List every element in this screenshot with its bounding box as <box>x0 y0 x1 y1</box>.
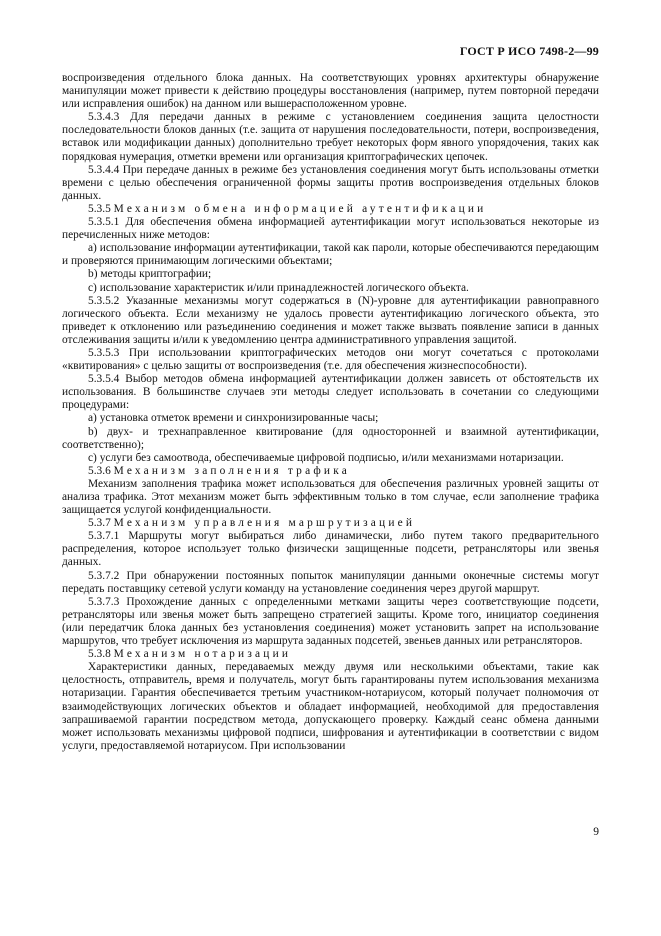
list-item: а) установка отметок времени и синхронизированные часы; <box>88 412 379 425</box>
list-item: а) использование информации аутентификации, такой как пароли, которые обеспечиваются передающим и проверяются принимающим логическими объектами; <box>62 242 599 268</box>
paragraph: Механизм заполнения трафика может использоваться для обеспечения различных уровней защиты от анализа трафика. Этот механизм может быть эффективным только в том случае, если заполнение трафика защищается услугой конфиденциальности. <box>62 477 599 517</box>
section-heading <box>62 517 599 530</box>
paragraph: воспроизведения отдельного блока данных. На соответствующих уровнях архитектуры обнаружение манипуляции может привести к действию процедуры восстановления (например, путем повторной передачи или исправления ошибок) на данном или вышерасположенном уровне. <box>62 72 599 111</box>
section-title: Механизм управления маршрутизацией <box>113 517 416 530</box>
section-title: Механизм обмена информацией аутентификации <box>113 202 487 215</box>
section-heading <box>62 648 599 661</box>
section-heading <box>62 465 599 478</box>
section-number: 5.3.7 <box>88 517 111 530</box>
paragraph: 5.3.7.2 При обнаружении постоянных попыток манипуляции данными оконечные системы могут передать поставщику сетевой услуги команду на установление соединения через другой маршрут. <box>62 569 599 595</box>
paragraph: 5.3.4.3 Для передачи данных в режиме с установлением соединения защита целостности последовательности блоков данных (т.е. защита от нарушения последовательности, потери, воспроизведения, вставок или модификации данных) дополнительно требует некоторых форм явного упорядочения, таких как порядковая нумерация, отметки времени или организация криптографических цепочек. <box>62 111 599 163</box>
paragraph: 5.3.7.3 Прохождение данных с определенными метками защиты через соответствующие подсети, ретрансляторы или звенья может быть запрещено стратегией защиты. Кроме того, инициатор соединения (или передатчик блока данных без установления соединения) может установить запрет на использование маршрутов, что требует исключения из маршрута заданных подсетей, звеньев данных или ретрансляторов. <box>62 595 599 648</box>
list-item: c) использование характеристик и/или принадлежностей логического объекта. <box>88 281 469 294</box>
paragraph: 5.3.5.1 Для обеспечения обмена информацией аутентификации могут использоваться некоторые из перечисленных ниже методов: <box>62 216 599 242</box>
section-number: 5.3.8 <box>88 648 111 661</box>
paragraph: 5.3.5.2 Указанные механизмы могут содержаться в (N)-уровне для аутентификации равноправного логического объекта. Если механизму не удалось провести аутентификацию логического объекта, это приведет к отклонению или разъединению соединения и может также вызвать появление записи в данных отслеживания защиты и/или к уведомлению центра административного управления защитой. <box>62 294 599 346</box>
page-number: 9 <box>593 826 599 838</box>
paragraph: 5.3.5.3 При использовании криптографических методов они могут сочетаться с протоколами «квитирования» с целью защиты от воспроизведения (т.е. для обеспечения жизнеспособности). <box>62 346 599 373</box>
section-title: Механизм заполнения трафика <box>113 464 351 477</box>
list-item: b) методы криптографии; <box>88 268 212 281</box>
document-header: ГОСТ Р ИСО 7498-2—99 <box>459 44 599 58</box>
section-title: Механизм нотаризации <box>113 648 292 661</box>
page-body <box>62 72 599 753</box>
paragraph: 5.3.4.4 При передаче данных в режиме без установления соединения могут быть использованы отметки времени с целью обеспечения ограниченной формы защиты против воспроизведения отдельных блоков данных. <box>62 163 599 202</box>
section-heading <box>62 203 599 216</box>
paragraph: 5.3.7.1 Маршруты могут выбираться либо динамически, либо путем такого предварительного распределения, которое использует только физически защищенные подсети, ретрансляторы или звенья данных. <box>62 530 599 569</box>
paragraph: 5.3.5.4 Выбор методов обмена информацией аутентификации должен зависеть от обстоятельств их использования. В большинстве случаев эти методы следует использовать в сочетании со следующими процедурами: <box>62 373 599 412</box>
paragraph: Характеристики данных, передаваемых между двумя или несколькими объектами, такие как целостность, отправитель, время и получатель, могут быть гарантированы путем использования механизма нотаризации. Гарантия обеспечивается третьим участником-нотариусом, который получает полномочия от взаимодействующих логических объектов и обладает информацией, необходимой для предоставления запрашиваемой гарантии посредством метода, допускающего проверку. Каждый сеанс обмена данными может использовать механизмы цифровой подписи, шифрования и аутентификации в соответствии с видом услуги, предоставляемой нотариусом. При использовании <box>62 661 599 752</box>
section-number: 5.3.6 <box>88 464 111 477</box>
section-number: 5.3.5 <box>88 202 111 215</box>
list-item: b) двух- и трехнаправленное квитирование (для односторонней и взаимной аутентификации, соответственно); <box>62 425 599 451</box>
list-item: c) услуги без самоотвода, обеспечиваемые цифровой подписью, и/или механизмами нотаризации. <box>88 451 564 464</box>
